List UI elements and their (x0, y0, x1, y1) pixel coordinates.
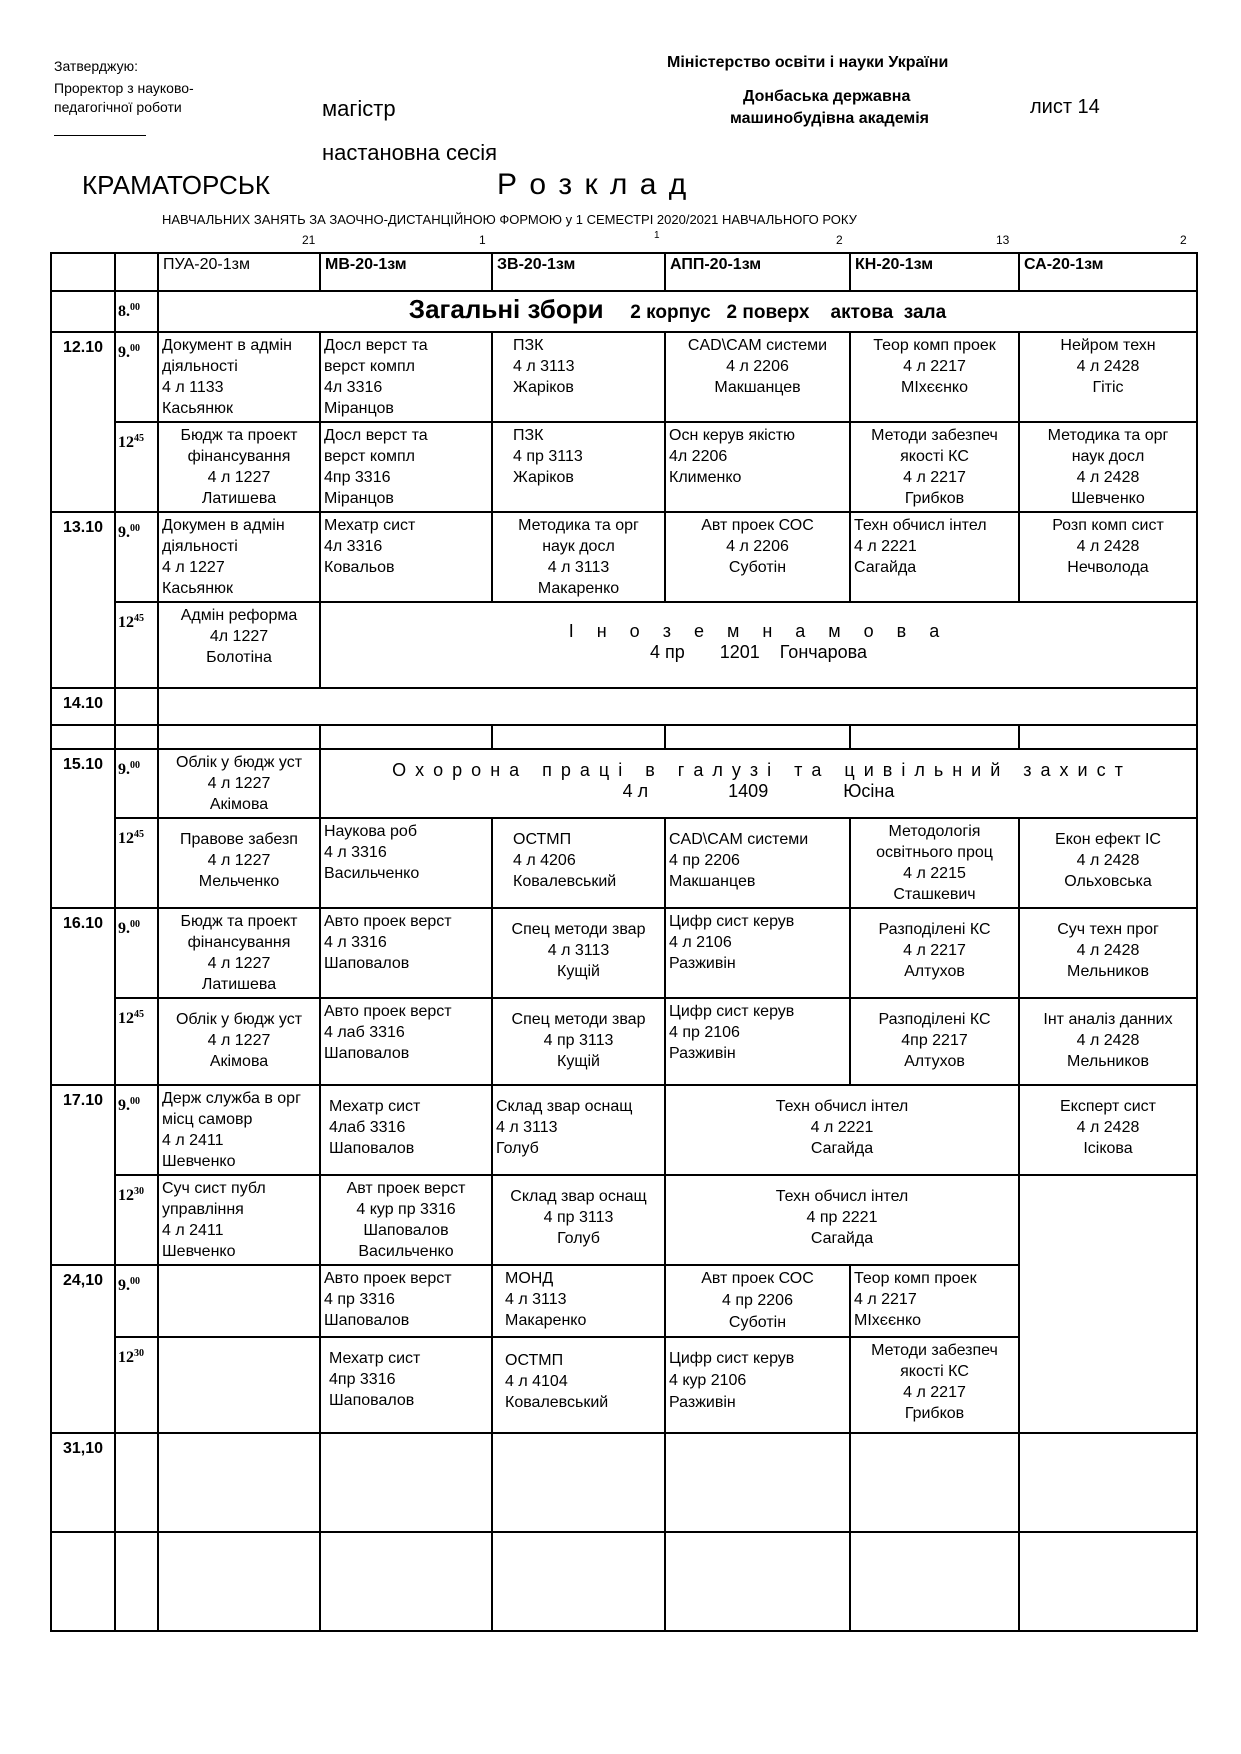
empty-cell (1019, 1175, 1197, 1433)
class-cell: ОСТМП 4 л 4104 Ковалевський (492, 1337, 665, 1433)
class-cell: Екон ефект ІС 4 л 2428 Ольховська (1019, 818, 1197, 908)
class-cell: Склад звар оснащ 4 пр 3113 Голуб (492, 1175, 665, 1265)
time-cell: 9.00 (115, 749, 158, 818)
class-cell: Авт проек СОС 4 пр 2206 Суботін (665, 1265, 850, 1337)
class-cell: ПЗК 4 л 3113 Жаріков (492, 332, 665, 422)
sheet-number: лист 14 (1030, 96, 1100, 118)
date-cell: 13.10 (51, 512, 115, 688)
class-cell: Суч сист публ управління 4 л 2411 Шевченко (158, 1175, 320, 1265)
schedule-row (51, 602, 1197, 688)
empty-cell (850, 1433, 1019, 1532)
signature-line (54, 135, 146, 136)
meeting-title: Загальні збори (408, 294, 604, 324)
class-cell: Разподілені КС 4пр 2217 Алтухов (850, 998, 1019, 1085)
class-cell: Методи забезпеч якості КС 4 л 2217 Грибков (850, 1337, 1019, 1433)
schedule-row (51, 512, 1197, 602)
degree-label: магістр (322, 96, 396, 121)
student-count: 1 (479, 233, 486, 247)
schedule-row (51, 422, 1197, 512)
session-label: настановна сесія (322, 140, 498, 165)
class-cell: Нейром техн 4 л 2428 Гітіс (1019, 332, 1197, 422)
class-cell: Досл верст та верст компл 4пр 3316 Міранцов (320, 422, 492, 512)
class-cell: Мехатр сист 4пр 3316 Шаповалов (320, 1337, 492, 1433)
class-cell: Експерт сист 4 л 2428 Ісікова (1019, 1085, 1197, 1175)
date-cell (51, 1532, 115, 1631)
class-cell: Цифр сист керув 4 кур 2106 Разживін (665, 1337, 850, 1433)
general-meeting-banner (158, 291, 1197, 332)
group-header-row (51, 253, 1197, 291)
student-count: 2 (1180, 233, 1187, 247)
class-cell: Досл верст та верст компл 4л 3316 Міранцов (320, 332, 492, 422)
class-cell: Спец методи звар 4 пр 3113 Кущій (492, 998, 665, 1085)
class-cell: Цифр сист керув 4 пр 2106 Разживін (665, 998, 850, 1085)
class-cell: Теор комп проек 4 л 2217 МІхєєнко (850, 1265, 1019, 1337)
class-cell: Теор комп проек 4 л 2217 МІхєєнко (850, 332, 1019, 422)
empty-cell (492, 1532, 665, 1631)
time-cell: 9.00 (115, 908, 158, 998)
approve-label: Затверджую: (54, 58, 138, 74)
time-cell: $12^{30}$ (115, 1337, 158, 1433)
academy-name-line2: машинобудівна академія (730, 110, 930, 127)
page-subtitle: НАВЧАЛЬНИХ ЗАНЯТЬ ЗА ЗАОЧНО-ДИСТАНЦІЙНОЮ ФОРМОЮ у 1 СЕМЕСТРІ 2020/2021 НАВЧАЛЬНОГО РОКУ (162, 212, 857, 227)
class-cell: Авт проек верст 4 кур пр 3316 Шаповалов Васильченко (320, 1175, 492, 1265)
empty-cell (492, 725, 665, 749)
empty-cell (1019, 1532, 1197, 1631)
page-title: Р о з к л а д (497, 168, 689, 201)
class-cell: CAD\CAM системи 4 л 2206 Макшанцев (665, 332, 850, 422)
empty-cell (158, 1532, 320, 1631)
empty-cell (665, 725, 850, 749)
date-cell: 17.10 (51, 1085, 115, 1265)
class-cell: Методи забезпеч якості КС 4 л 2217 Грибков (850, 422, 1019, 512)
empty-cell (320, 1433, 492, 1532)
date-cell: 24,10 (51, 1265, 115, 1433)
class-cell: Розп комп сист 4 л 2428 Нечволода (1019, 512, 1197, 602)
class-cell: CAD\CAM системи 4 пр 2206 Макшанцев (665, 818, 850, 908)
class-cell: Бюдж та проект фінансування 4 л 1227 Латишева (158, 908, 320, 998)
empty-cell (320, 1532, 492, 1631)
time-cell: 9.00 (115, 1085, 158, 1175)
schedule-row (51, 1175, 1197, 1265)
group-pua: ПУА-20-1зм (158, 253, 320, 291)
class-cell: Авто проек верст 4 л 3316 Шаповалов (320, 908, 492, 998)
empty-corner (115, 253, 158, 291)
class-cell: Мехатр сист 4л 3316 Ковальов (320, 512, 492, 602)
class-cell: Разподілені КС 4 л 2217 Алтухов (850, 908, 1019, 998)
time-cell: $12^{30}$ (115, 1175, 158, 1265)
class-cell: Техн обчисл інтел 4 л 2221 Сагайда (665, 1085, 1019, 1175)
class-cell: Цифр сист керув 4 л 2106 Разживін (665, 908, 850, 998)
empty-cell (158, 688, 1197, 725)
class-cell: ОСТМП 4 л 4206 Ковалевський (492, 818, 665, 908)
empty-cell (850, 1532, 1019, 1631)
class-cell: Методика та орг наук досл 4 л 2428 Шевченко (1019, 422, 1197, 512)
time-cell (115, 1532, 158, 1631)
student-count: 2 (836, 233, 843, 247)
date-cell: 31,10 (51, 1433, 115, 1532)
time-cell: $12^{45}$ (115, 422, 158, 512)
empty-cell (665, 1532, 850, 1631)
empty-cell (665, 1433, 850, 1532)
time-cell: 8.00 (115, 291, 158, 332)
date-cell: 14.10 (51, 688, 115, 725)
labour-safety-banner (320, 749, 1197, 818)
class-cell: МОНД 4 л 3113 Макаренко (492, 1265, 665, 1337)
class-cell: Техн обчисл інтел 4 пр 2221 Сагайда (665, 1175, 1019, 1265)
class-cell: Осн керув якістю 4л 2206 Клименко (665, 422, 850, 512)
empty-corner (51, 253, 115, 291)
time-cell: 9.00 (115, 512, 158, 602)
class-cell: Документ в адмін діяльності 4 л 1133 Касьянюк (158, 332, 320, 422)
city-name: КРАМАТОРСЬК (82, 170, 271, 200)
class-cell: Авто проек верст 4 пр 3316 Шаповалов (320, 1265, 492, 1337)
schedule-row (51, 818, 1197, 908)
class-cell: Склад звар оснащ 4 л 3113 Голуб (492, 1085, 665, 1175)
student-count: 1 (654, 230, 660, 241)
group-sa: СА-20-1зм (1019, 253, 1197, 291)
foreign-language-banner (320, 602, 1197, 688)
schedule-row (51, 908, 1197, 998)
group-kn: КН-20-1зм (850, 253, 1019, 291)
empty-cell (158, 1265, 320, 1337)
class-cell: Авт проек СОС 4 л 2206 Суботін (665, 512, 850, 602)
approve-position-line1: Проректор з науково- (54, 80, 194, 96)
class-cell: Держ служба в орг місц самовр 4 л 2411 Шевченко (158, 1085, 320, 1175)
empty-cell (492, 1433, 665, 1532)
class-cell: Техн обчисл інтел 4 л 2221 Сагайда (850, 512, 1019, 602)
time-cell: 9.00 (115, 1265, 158, 1337)
class-cell: Авто проек верст 4 лаб 3316 Шаповалов (320, 998, 492, 1085)
group-zv: ЗВ-20-1зм (492, 253, 665, 291)
banner-title: І н о з е м н а м о в а (568, 621, 949, 641)
class-cell: ПЗК 4 пр 3113 Жаріков (492, 422, 665, 512)
time-cell: $12^{45}$ (115, 602, 158, 688)
class-cell: Облік у бюдж уст 4 л 1227 Акімова (158, 998, 320, 1085)
time-cell (115, 688, 158, 725)
class-cell: Облік у бюдж уст 4 л 1227 Акімова (158, 749, 320, 818)
time-cell: $12^{45}$ (115, 998, 158, 1085)
class-cell: Адмін реформа 4л 1227 Болотіна (158, 602, 320, 688)
schedule-row (51, 998, 1197, 1085)
student-count: 13 (996, 233, 1010, 247)
date-cell: 16.10 (51, 908, 115, 1085)
empty-cell (320, 725, 492, 749)
date-cell: 12.10 (51, 332, 115, 512)
class-cell: Методика та орг наук досл 4 л 3113 Макаренко (492, 512, 665, 602)
meeting-row (51, 291, 1197, 332)
empty-cell (158, 725, 320, 749)
group-mv: МВ-20-1зм (320, 253, 492, 291)
banner-title: О х о р о н а п р а ц і в г а л у з і т а ц и в і л ь н и й з а х и с т (392, 760, 1125, 780)
schedule-row (51, 1085, 1197, 1175)
empty-cell (1019, 725, 1197, 749)
empty-cell (850, 725, 1019, 749)
approve-position-line2: педагогічної роботи (54, 99, 182, 115)
schedule-row (51, 1532, 1197, 1631)
date-cell (51, 725, 115, 749)
schedule-table (50, 252, 1198, 1632)
banner-detail: 4 л 1409 Юсіна (622, 781, 895, 801)
class-cell: Інт аналіз данних 4 л 2428 Мельников (1019, 998, 1197, 1085)
time-cell: $12^{45}$ (115, 818, 158, 908)
empty-cell (158, 1337, 320, 1433)
class-cell: Спец методи звар 4 л 3113 Кущій (492, 908, 665, 998)
schedule-row (51, 1433, 1197, 1532)
class-cell: Мехатр сист 4лаб 3316 Шаповалов (320, 1085, 492, 1175)
schedule-row (51, 725, 1197, 749)
academy-name-line1: Донбаська державна (743, 88, 911, 105)
date-cell (51, 291, 115, 332)
class-cell: Суч техн прог 4 л 2428 Мельников (1019, 908, 1197, 998)
ministry-name: Міністерство освіти і науки України (667, 54, 949, 71)
time-cell: 9.00 (115, 332, 158, 422)
schedule-row (51, 332, 1197, 422)
banner-detail: 4 пр 1201 Гончарова (649, 642, 868, 662)
empty-cell (1019, 1433, 1197, 1532)
time-cell (115, 1433, 158, 1532)
schedule-row (51, 749, 1197, 818)
class-cell: Методологія освітнього проц 4 л 2215 Сташкевич (850, 818, 1019, 908)
group-app: АПП-20-1зм (665, 253, 850, 291)
class-cell: Правове забезп 4 л 1227 Мельченко (158, 818, 320, 908)
time-cell (115, 725, 158, 749)
class-cell: Докумен в адмін діяльності 4 л 1227 Касьянюк (158, 512, 320, 602)
empty-cell (158, 1433, 320, 1532)
date-cell: 15.10 (51, 749, 115, 908)
schedule-row (51, 688, 1197, 725)
class-cell: Бюдж та проект фінансування 4 л 1227 Латишева (158, 422, 320, 512)
meeting-place: 2 корпус 2 поверх актова зала (630, 302, 947, 323)
class-cell: Наукова роб 4 л 3316 Васильченко (320, 818, 492, 908)
student-count: 21 (302, 233, 316, 247)
